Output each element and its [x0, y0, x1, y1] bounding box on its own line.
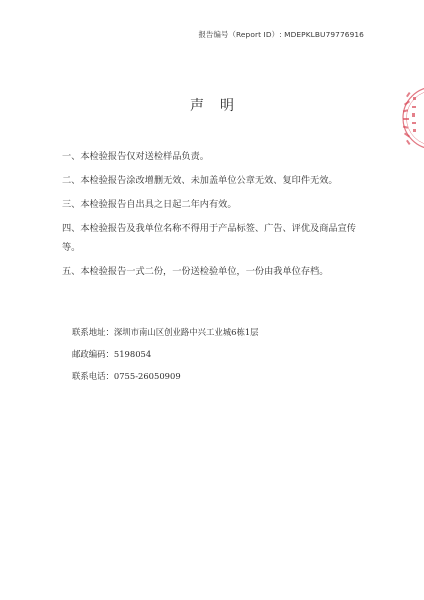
postcode-value: 5198054: [113, 349, 152, 359]
postcode-label: 邮政编码：: [72, 349, 114, 359]
phone-label: 联系电话：: [72, 371, 114, 381]
contact-phone: [72, 365, 372, 387]
clause-1: 一、本检验报告仅对送检样品负责。: [62, 151, 209, 162]
contact-address: [72, 321, 372, 343]
clause-3: 三、本检验报告自出具之日起二年内有效。: [62, 199, 237, 210]
clause-2: 二、本检验报告涂改增删无效、未加盖单位公章无效、复印件无效。: [62, 175, 338, 186]
address-value: 深圳市南山区创业路中兴工业城6栋1层: [113, 327, 259, 337]
report-id: 报告编号（Report ID）: MDEPKLBU79776916: [198, 30, 364, 39]
contact-postcode: [72, 343, 372, 365]
page-title: 声明: [190, 98, 250, 114]
clause-5: 五、本检验报告一式二份，一份送检验单位，一份由我单位存档。: [62, 266, 329, 277]
phone-value: 0755-26050909: [113, 371, 181, 381]
address-label: 联系地址：: [72, 327, 114, 337]
contact-info: [72, 321, 372, 387]
clause-4: 四、本检验报告及我单位名称不得用于产品标签、广告、评优及商品宣传等。: [62, 223, 356, 253]
declaration-clauses: [62, 147, 360, 286]
red-seal-stamp: [400, 82, 424, 154]
